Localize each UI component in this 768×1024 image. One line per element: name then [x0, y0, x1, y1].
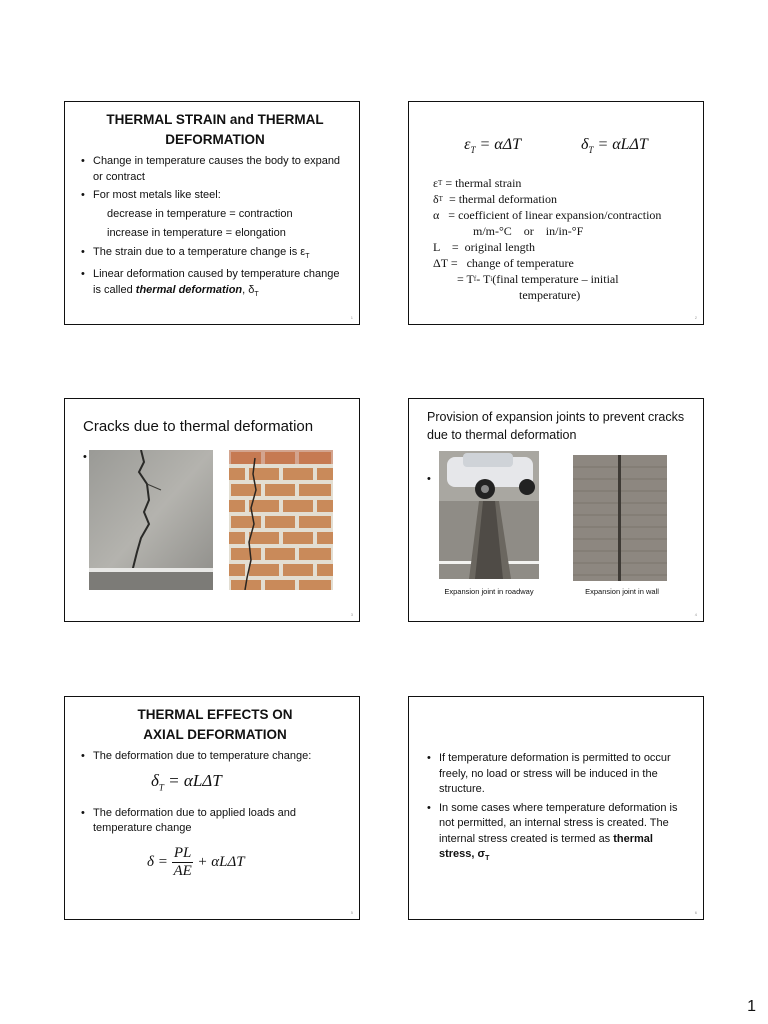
equation-row: [409, 136, 703, 155]
bullet: • The deformation due to applied loads and temperature change: [81, 806, 349, 837]
slide-6: [408, 696, 704, 920]
page-number: 1: [747, 998, 756, 1015]
slide-4: [408, 398, 704, 622]
slide-1: [64, 101, 360, 325]
slide-title: Provision of expansion joints to prevent cracks due to thermal deformation: [427, 410, 685, 442]
slide-title: Cracks due to thermal deformation: [83, 418, 314, 435]
definition: ε T = thermal strain: [433, 176, 522, 191]
definition: α = coefficient of linear expansion/contraction: [433, 208, 662, 223]
slide-number: 1: [350, 315, 353, 320]
slide-5: [64, 696, 360, 920]
slide-number: 5: [350, 910, 353, 915]
bullet: • Linear deformation caused by temperature change is called thermal deformation, $\delta_T$: [81, 267, 349, 302]
sub-item: decrease in temperature = contraction: [107, 207, 293, 220]
slide-3: [64, 398, 360, 622]
bullet: • The strain due to a temperature change is $\varepsilon_T$: [81, 245, 349, 265]
caption-roadway: Expansion joint in roadway: [444, 587, 534, 596]
slide-title: THERMAL STRAIN and THERMAL DEFORMATION: [106, 112, 324, 147]
roadway-expansion-joint-photo: [439, 451, 539, 579]
bullet: • In some cases where temperature deformation is not permitted, an internal stress is created. The internal stress created is termed as thermal stress, $\sigma_T$: [427, 801, 689, 867]
definition: δ T = thermal deformation: [433, 192, 558, 207]
definition: ΔT = change of temperature: [433, 256, 574, 271]
definitions: [433, 175, 703, 303]
slide-number: 6: [694, 910, 697, 915]
equation-combined: δ = $\frac{PL}{AE}$ + αLΔT: [147, 844, 245, 879]
sub-item: increase in temperature = elongation: [107, 226, 286, 239]
wall-expansion-joint-photo: [573, 455, 667, 581]
brick-wall-crack-photo: [229, 450, 333, 590]
bullet: •: [427, 473, 431, 485]
slide-number: 4: [694, 612, 697, 617]
bullet: • If temperature deformation is permitted to occur freely, no load or stress will be induced in the structure.: [427, 751, 689, 798]
slide-number: 2: [694, 315, 697, 320]
equation-thermal: $\delta_T = \alpha L\Delta T$: [151, 770, 222, 792]
slide-number: 3: [350, 612, 353, 617]
bullet: • Change in temperature causes the body to expand or contract: [81, 154, 349, 185]
units: m/m-°C or in/in-°F: [473, 224, 584, 239]
bullet: • The deformation due to temperature change:: [81, 749, 349, 765]
bullet: • For most metals like steel:: [81, 188, 349, 204]
caption-wall: Expansion joint in wall: [585, 587, 659, 596]
definition: L = original length: [433, 240, 535, 255]
slide-2: [408, 101, 704, 325]
definition: temperature): [519, 288, 581, 303]
equation-deformation: $\delta_T = \alpha L\Delta T$: [580, 136, 648, 156]
equation-strain: $\varepsilon_T = \alpha\Delta T$: [464, 136, 521, 156]
definition: = T f - T i (final temperature – initial: [457, 272, 619, 287]
slide-title: THERMAL EFFECTS ON AXIAL DEFORMATION: [137, 707, 293, 742]
bullet: •: [83, 451, 87, 463]
concrete-crack-photo: [89, 450, 213, 590]
